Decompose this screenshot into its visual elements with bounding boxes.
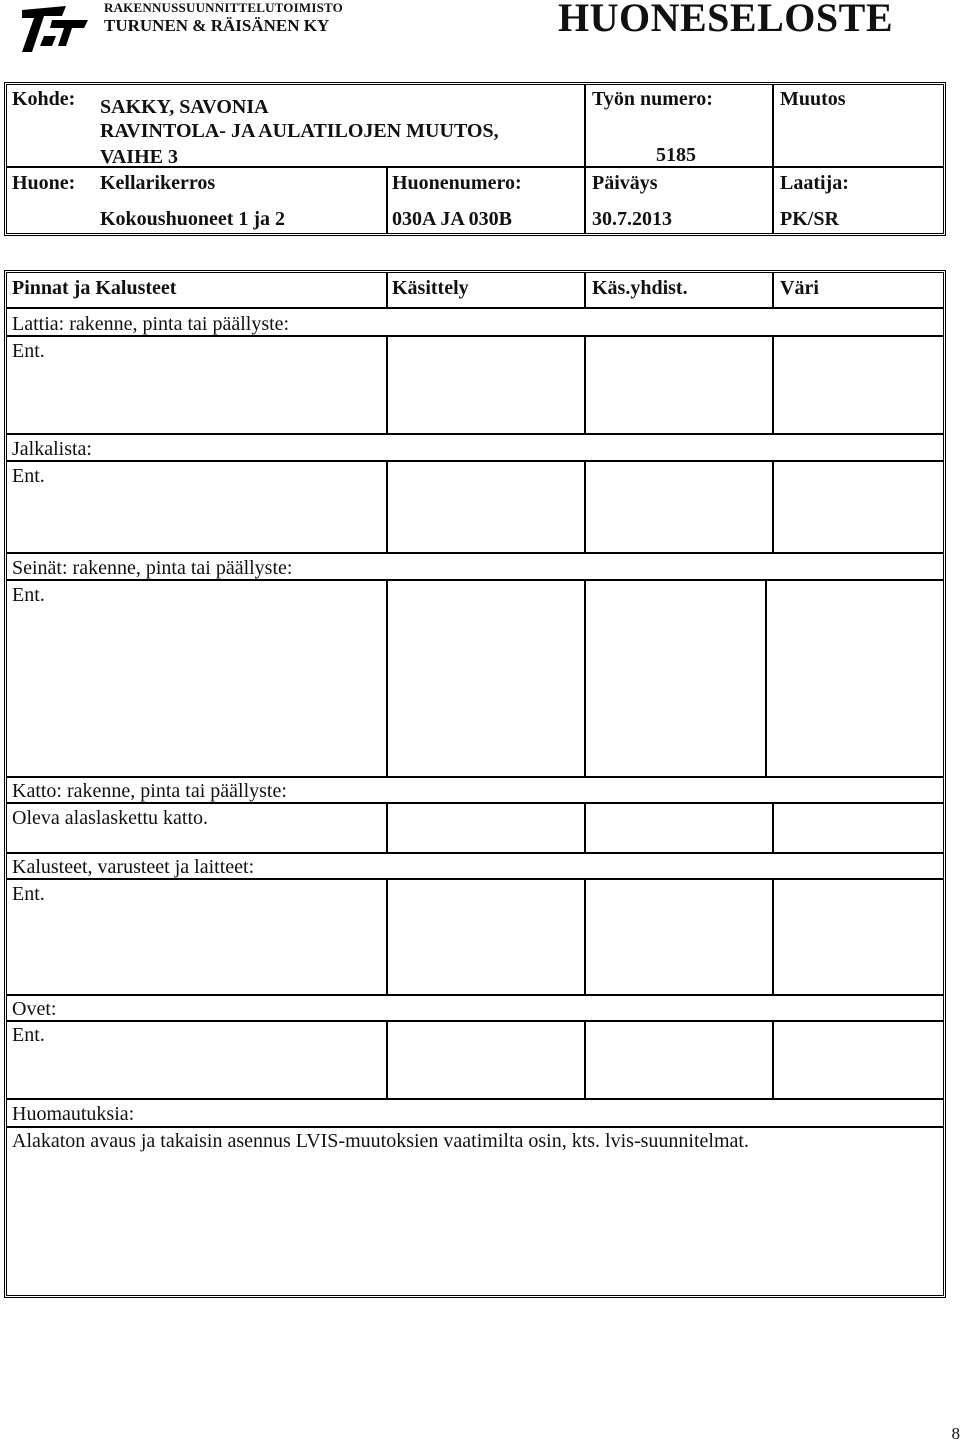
section-content-huomautuksia: Alakaton avaus ja takaisin asennus LVIS-muutoksien vaatimilta osin, kts. lvis-suunnitelmat. <box>12 1130 749 1152</box>
row-divider <box>7 335 943 337</box>
col-divider <box>584 579 586 776</box>
col-divider <box>772 802 774 852</box>
row-divider <box>7 994 943 996</box>
row-divider <box>7 1020 943 1022</box>
row-divider <box>7 878 943 880</box>
kohde-label: Kohde: <box>12 88 76 110</box>
section-title-lattia: Lattia: rakenne, pinta tai päällyste: <box>12 313 290 335</box>
col-divider <box>584 802 586 852</box>
section-content-seinat: Ent. <box>12 584 45 606</box>
column-header-pinnat: Pinnat ja Kalusteet <box>12 277 177 299</box>
laatija-label: Laatija: <box>780 172 849 194</box>
section-title-katto: Katto: rakenne, pinta tai päällyste: <box>12 780 287 802</box>
column-header-vari: Väri <box>780 277 819 299</box>
section-title-jalkalista: Jalkalista: <box>12 438 92 460</box>
document-title: HUONESELOSTE <box>558 0 894 40</box>
tyon-numero-label: Työn numero: <box>592 88 713 110</box>
paivays-value: 30.7.2013 <box>592 208 672 230</box>
row-divider <box>7 776 943 778</box>
row-divider <box>7 1126 943 1128</box>
kohde-line-1: SAKKY, SAVONIA <box>100 96 269 118</box>
row-divider <box>7 433 943 435</box>
col-divider <box>386 273 388 307</box>
kohde-line-3: VAIHE 3 <box>100 146 178 168</box>
info-col-divider-3 <box>386 166 388 233</box>
col-divider <box>584 878 586 994</box>
col-divider <box>772 1020 774 1098</box>
row-divider <box>7 460 943 462</box>
col-divider <box>584 335 586 433</box>
col-divider <box>584 1020 586 1098</box>
info-col-divider-2 <box>772 85 774 233</box>
row-divider <box>7 852 943 854</box>
col-divider <box>772 460 774 552</box>
huone-line-1: Kellarikerros <box>100 172 216 194</box>
huone-label: Huone: <box>12 172 76 194</box>
company-logo-icon <box>22 6 88 52</box>
col-divider <box>386 802 388 852</box>
page-number: 8 <box>951 1424 960 1443</box>
col-divider <box>386 579 388 776</box>
section-content-jalkalista: Ent. <box>12 465 45 487</box>
info-col-divider-1 <box>584 85 586 233</box>
section-content-katto: Oleva alaslaskettu katto. <box>12 807 209 829</box>
col-divider <box>772 335 774 433</box>
section-title-ovet: Ovet: <box>12 998 57 1020</box>
col-divider <box>386 878 388 994</box>
column-header-kas-yhdist: Käs.yhdist. <box>592 277 688 299</box>
col-divider <box>584 273 586 307</box>
section-title-seinat: Seinät: rakenne, pinta tai päällyste: <box>12 557 293 579</box>
paivays-label: Päiväys <box>592 172 658 194</box>
column-header-kasittely: Käsittely <box>392 277 469 299</box>
col-divider <box>584 460 586 552</box>
col-divider <box>765 579 767 776</box>
section-content-ovet: Ent. <box>12 1024 45 1046</box>
section-title-huomautuksia: Huomautuksia: <box>12 1103 135 1125</box>
row-divider <box>7 1098 943 1100</box>
huone-line-2: Kokoushuoneet 1 ja 2 <box>100 208 286 230</box>
huonenumero-label: Huonenumero: <box>392 172 522 194</box>
col-divider <box>386 335 388 433</box>
col-divider <box>386 460 388 552</box>
company-name-line1: RAKENNUSSUUNNITTELUTOIMISTO <box>104 0 343 15</box>
row-divider <box>7 802 943 804</box>
company-name-line2: TURUNEN & RÄISÄNEN KY <box>104 16 330 35</box>
col-divider <box>386 1020 388 1098</box>
header-row-divider <box>7 307 943 309</box>
row-divider <box>7 579 943 581</box>
kohde-line-2: RAVINTOLA- JA AULATILOJEN MUUTOS, <box>100 120 499 142</box>
muutos-label: Muutos <box>780 88 846 110</box>
section-title-kalusteet: Kalusteet, varusteet ja laitteet: <box>12 856 255 878</box>
row-divider <box>7 552 943 554</box>
huonenumero-value: 030A JA 030B <box>392 208 513 230</box>
laatija-value: PK/SR <box>780 208 839 230</box>
col-divider <box>772 878 774 994</box>
section-content-kalusteet: Ent. <box>12 883 45 905</box>
section-content-lattia: Ent. <box>12 340 45 362</box>
tyon-numero-value: 5185 <box>656 144 696 166</box>
col-divider <box>772 273 774 307</box>
